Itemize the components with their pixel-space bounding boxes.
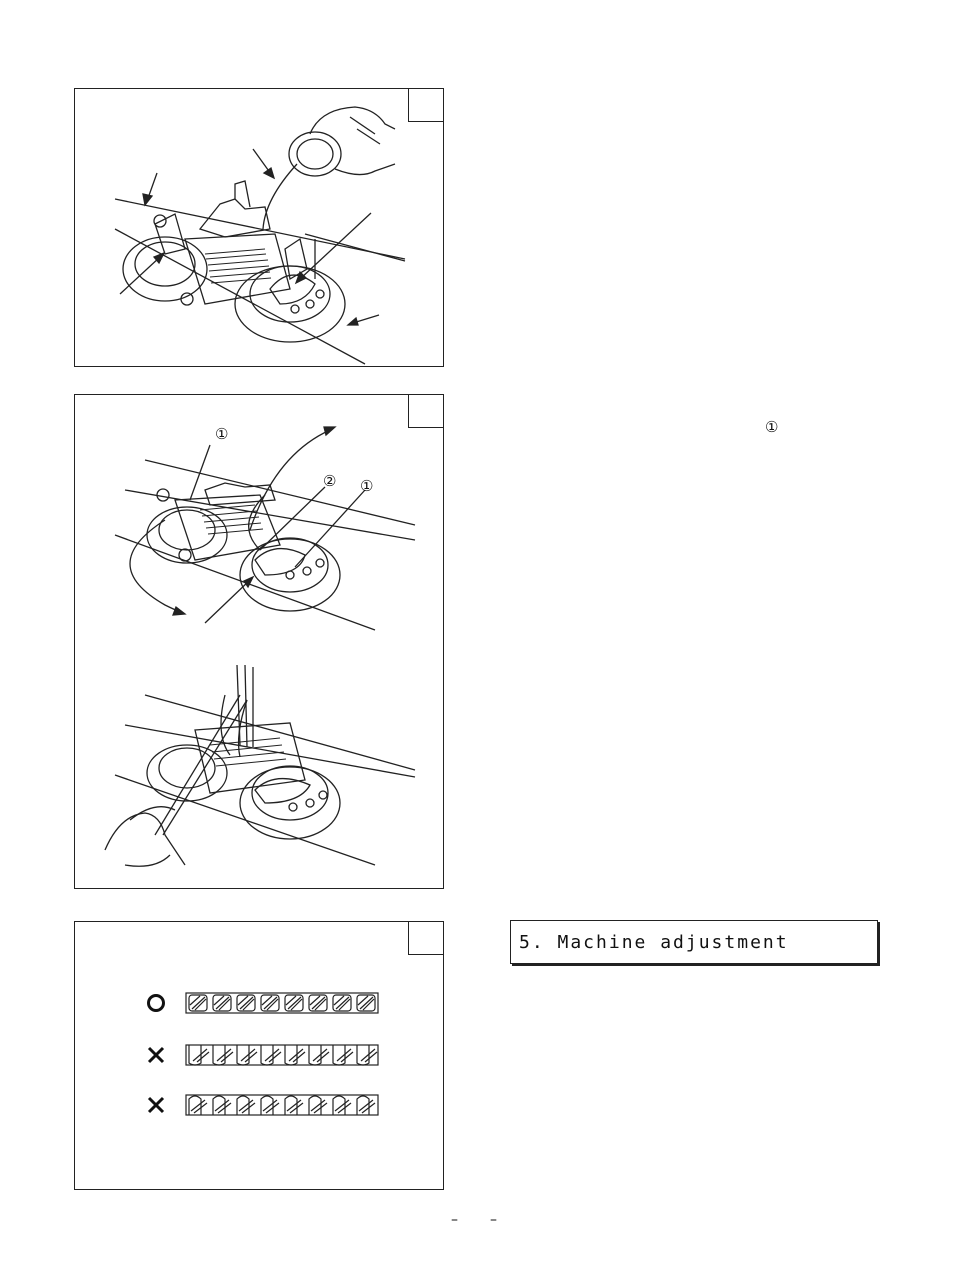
callout-1-top: ① bbox=[215, 425, 229, 443]
section-title: 5. Machine adjustment bbox=[519, 932, 789, 953]
figure-bobbin-winding bbox=[74, 88, 444, 367]
figure-number-tab bbox=[408, 921, 444, 955]
stitch-sample-correct bbox=[185, 989, 381, 1017]
stitch-sample-incorrect-1 bbox=[185, 1041, 381, 1069]
cross-icon bbox=[146, 1045, 166, 1065]
text-callout-ref: ① bbox=[765, 418, 779, 436]
cross-icon bbox=[146, 1095, 166, 1115]
callout-1-right: ① bbox=[360, 477, 374, 495]
bobbin-threading-illustration bbox=[75, 89, 445, 368]
page-number-left-dash: – bbox=[451, 1212, 458, 1228]
stitch-sample-incorrect-2 bbox=[185, 1091, 381, 1119]
section-heading-box bbox=[510, 920, 878, 964]
hook-threading-illustration bbox=[75, 395, 445, 890]
figure-thread-pulling bbox=[74, 394, 444, 889]
circle-icon bbox=[146, 993, 166, 1013]
page-number-right-dash: – bbox=[490, 1212, 497, 1228]
callout-2: ② bbox=[323, 472, 337, 490]
figure-stitch-samples bbox=[74, 921, 444, 1190]
